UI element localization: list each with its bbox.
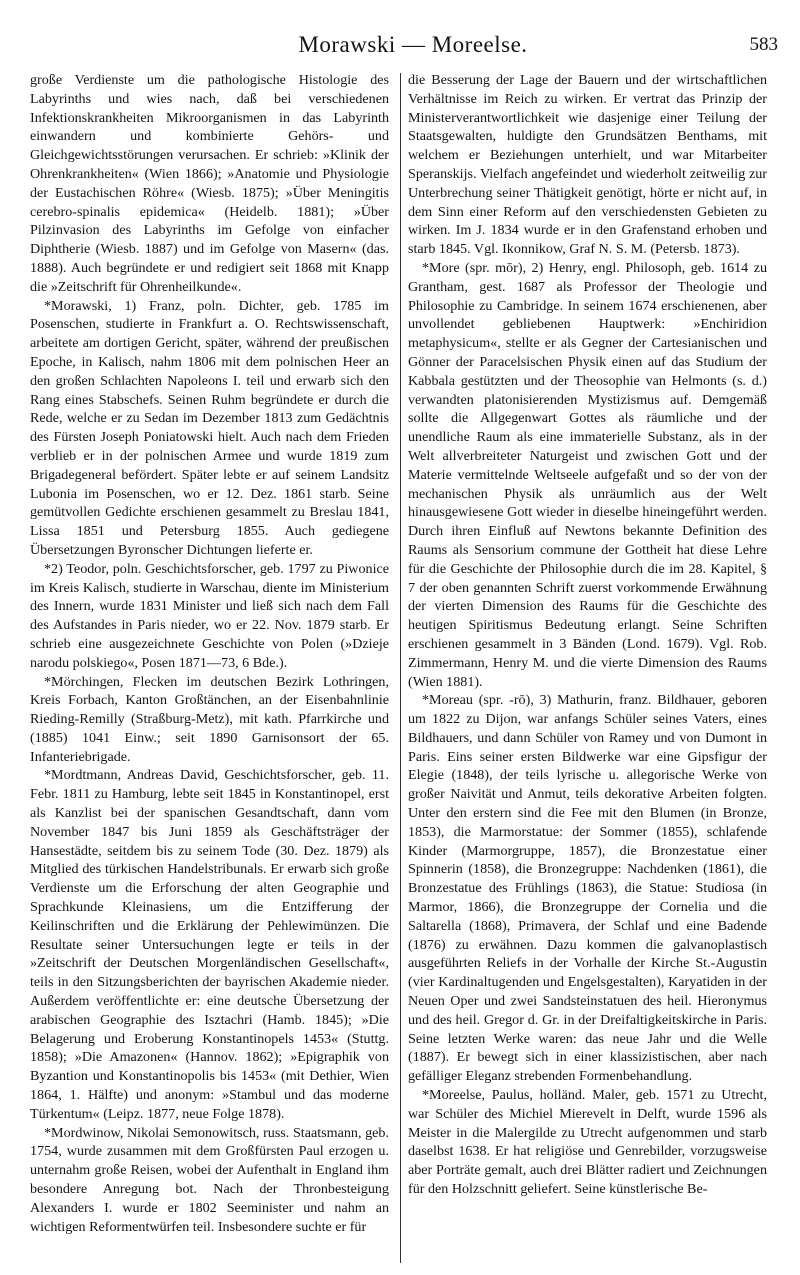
entry-more-henry: *More (spr. mōr), 2) Henry, engl. Philosoph, geb. 1614 zu Grantham, gest. 1687 als Professor der Theologie und Philosophie zu Cambridge. In seinem 1674 erschienenen, aber unvollendet gebliebenen Hauptwerk: »Enchiridion metaphysicum«, stellte er als Gegner der Cartesianischen und Gönner der Paracelsischen Physik einen auf das Studium der Kabbala gestützten und der Theosophie van Helmonts (s. d.) verwandten platonisierenden Mystizismus auf. Demgemäß sollte die Allgegenwart Gottes als räumliche und der unendliche Raum als eine immaterielle Substanz, als in der Welt allverbreiteter Naturgeist und zwischen Gott und der Materie vermittelnde Weltseele aufgefaßt und so der von der mechanischen Physik als unräumlich aus der Welt hinausgewiesene Gott wieder in dieselbe hineingeführt werden. Durch ihren Einfluß auf Newtons bekannte Definition des Raums als Sensorium commune der Gottheit hat diese Lehre für die Geschichte der Philosophie durch die im 28. Kapitel, § 7 der oben genannten Schrift zuerst vorkommende Erwähnung der vierten Dimension des Raums für die Geschichte des heutigen Spiritismus Bedeutung erlangt. Seine Schriften erschienen gesammelt in 3 Bänden (Lond. 1679). Vgl. Rob. Zimmermann, Henry M. und die vierte Dimension des Raums (Wien 1881). (408, 259, 767, 690)
column-divider (400, 73, 401, 1263)
left-column (30, 71, 389, 1236)
entry-mordtmann: *Mordtmann, Andreas David, Geschichtsforscher, geb. 11. Febr. 1811 zu Hamburg, lebte seit 1845 in Konstantinopel, erst als Kanzlist bei der spanischen Gesandtschaft, dann vom November 1847 bis Juni 1859 als Geschäftsträger der Hansestädte, seitdem bis zu seinem Tode (30. Dez. 1879) als Mitglied des türkischen Handelstribunals. Er erwarb sich große Verdienste um die Erforschung der alten Geographie und Sprachkunde Kleinasiens, um die Entzifferung der Keilinschriften und die Erklärung der Pehlewimünzen. Die Resultate seiner Untersuchungen legte er teils in der »Zeitschrift der Deutschen Morgenländischen Gesellschaft«, teils in den Sitzungsberichten der bayrischen Akademie nieder. Außerdem veröffentlichte er: eine deutsche Übersetzung der arabischen Geographie des Isztachri (Hamb. 1845); »Die Belagerung und Eroberung Konstantinopels 1453« (Stuttg. 1858); »Die Amazonen« (Hannov. 1862); »Epigraphik von Byzantion und Konstantinopolis bis 1453« (mit Dethier, Wien 1864, 1. Hälfte) und anonym: »Stambul und das moderne Türkentum« (Leipz. 1877, neue Folge 1878). (30, 767, 389, 1122)
entry-morawski-teodor: *2) Teodor, poln. Geschichtsforscher, geb. 1797 zu Piwonice im Kreis Kalisch, studierte in Warschau, diente im Ministerium des Innern, wurde 1831 Minister und ließ sich nach dem Fall des Aufstandes in Paris nieder, wo er 22. Nov. 1879 starb. Er schrieb eine ausgezeichnete Geschichte von Polen (»Dzieje narodu polskiego«, Posen 1871—73, 6 Bde.). (30, 560, 389, 671)
page-header (48, 30, 778, 64)
entry-moerchingen: *Mörchingen, Flecken im deutschen Bezirk Lothringen, Kreis Forbach, Kanton Großtänchen, an der Eisenbahnlinie Rieding-Remilly (Straßburg-Metz), mit kath. Pfarrkirche und (1885) 1041 Einw.; seit 1890 Garnisonsort der 65. Infanteriebrigade. (30, 673, 389, 765)
page-number: 583 (749, 34, 778, 55)
entry-continuation-text: große Verdienste um die pathologische Histologie des Labyrinths und wies nach, daß bei verschiedenen Infektionskrankheiten Mikroorganismen in das Labyrinth einwandern und kombinierte Gehörs- und Gleichgewichtsstörungen verursachen. Er schrieb: »Klinik der Ohrenkrankheiten« (Wien 1866); »Anatomie und Physiologie der Eustachischen Röhre« (Wiesb. 1875); »Über Meningitis cerebro-spinalis epidemica« (Heidelb. 1881); »Über Pilzinvasion des Labyrinths im Gefolge von einfacher Diphtherie (Wiesb. 1887) und im Gefolge von Masern« (das. 1888). Auch begründete er und redigiert seit 1868 mit Knapp die »Zeitschrift für Ohrenheilkunde«. (30, 72, 389, 295)
entry-morawski-franz: *Morawski, 1) Franz, poln. Dichter, geb. 1785 im Posenschen, studierte in Frankfurt a. O. Rechtswissenschaft, arbeitete am dortigen Gericht, später, während der preußischen Epoche, in Kalisch, nahm 1806 mit dem polnischen Heer an den großen Schlachten Napoleons I. teil und erwarb sich den Rang eines Stabschefs. Seinen Ruhm begründete er durch die Rede, welche er zu Sedan im Dezember 1813 zum Gedächtnis des Fürsten Joseph Poniatowski hielt. Auch nach dem Frieden verblieb er in der polnischen Armee und wurde 1819 zum Brigadegeneral befördert. Später lebte er auf seinem Landsitz Lubonia im Posenschen, wo er 12. Dez. 1861 starb. Seine gemütvollen Gedichte erschienen gesammelt zu Breslau 1841, Lissa 1851 und Petersburg 1855. Auch gediegene Übersetzungen Byronscher Dichtungen lieferte er. (30, 297, 389, 558)
entry-mordwinow-continuation: die Besserung der Lage der Bauern und der wirtschaftlichen Verhältnisse im Reich zu wirken. Er vertrat das Prinzip der Ministerverantwortlichkeit wie dasjenige einer Teilung der Staatsgewalten, huldigte den Grundsätzen Benthams, mit welchem er Beziehungen unterhielt, und war Mitarbeiter Speranskijs. Vielfach angefeindet und wiederholt zeitweilig zur Unterbrechung seiner Thätigkeit genötigt, hörte er nicht auf, in dem Sinn einer Reform auf den verschiedensten Gebieten zu wirken. Im J. 1834 wurde er in den Grafenstand erhoben und starb 1845. Vgl. Ikonnikow, Graf N. S. M. (Petersb. 1873). (408, 72, 767, 258)
entry-moreelse-paulus: *Moreelse, Paulus, holländ. Maler, geb. 1571 zu Utrecht, war Schüler des Michiel Mierevelt in Delft, wurde 1596 als Meister in die Malergilde zu Utrecht aufgenommen und starb daselbst 1638. Er hat religiöse und Genrebilder, vorzugsweise aber Porträte gemalt, auch drei Blätter radiert und Zeichnungen für den Holzschnitt geliefert. Seine künstlerische Be- (408, 1087, 767, 1198)
entry-moreau-mathurin: *Moreau (spr. -rō), 3) Mathurin, franz. Bildhauer, geboren um 1822 zu Dijon, war anfangs Schüler seines Vaters, eines Bildhauers, und dann Schüler von Ramey und von Dumont in Paris. Eins seiner ersten Bildwerke war eine Gipsfigur der Elegie (1848), der teils lyrische u. allegorische Werke von großer Naivität und Anmut, teils dekorative Arbeiten folgten. Unter den erstern sind die Fee mit den Blumen (in Bronze, 1853), die Marmorstatue: der Sommer (1855), schlafende Kinder (Marmorgruppe, 1857), die Bronzestatue einer Spinnerin (1858), die Bronzegruppe: Nachdenken (1861), die Bronzestatue des Frühlings (1863), die Statue: Studiosa (in Marmor, 1866), die Bronzegruppe der Cornelia und die Saltarella (1868), Primavera, der Schlaf und eine Badende (1876) zu erwähnen. Dazu kommen die galvanoplastisch ausgeführten Reliefs in der Vorhalle der Kirche St.-Augustin (vier Kardinaltugenden und Engelsgestalten), Karyatiden in der Neuen Oper und zwei Sandsteinstatuen des heil. Hieronymus und des heil. Gregor d. Gr. in der Dreifaltigkeitskirche in Paris. Seine letzten Werke waren: das neue Jahr und die Welle (1887). Er bewegt sich in einer klassizistischen, aber nach gefälliger Eleganz strebenden Formenbehandlung. (408, 692, 767, 1085)
right-column (408, 71, 767, 1199)
entry-mordwinow: *Mordwinow, Nikolai Semonowitsch, russ. Staatsmann, geb. 1754, wurde zusammen mit dem Großfürsten Paul erzogen u. unternahm große Reisen, wobei der Aufenthalt in England ihm besondere Anregung bot. Nach der Thronbesteigung Alexanders I. wurde er 1802 Seeminister und nahm an wichtigen Reformentwürfen teil. Insbesondere suchte er für (30, 1124, 389, 1235)
running-head: Morawski — Moreelse. (298, 32, 528, 57)
